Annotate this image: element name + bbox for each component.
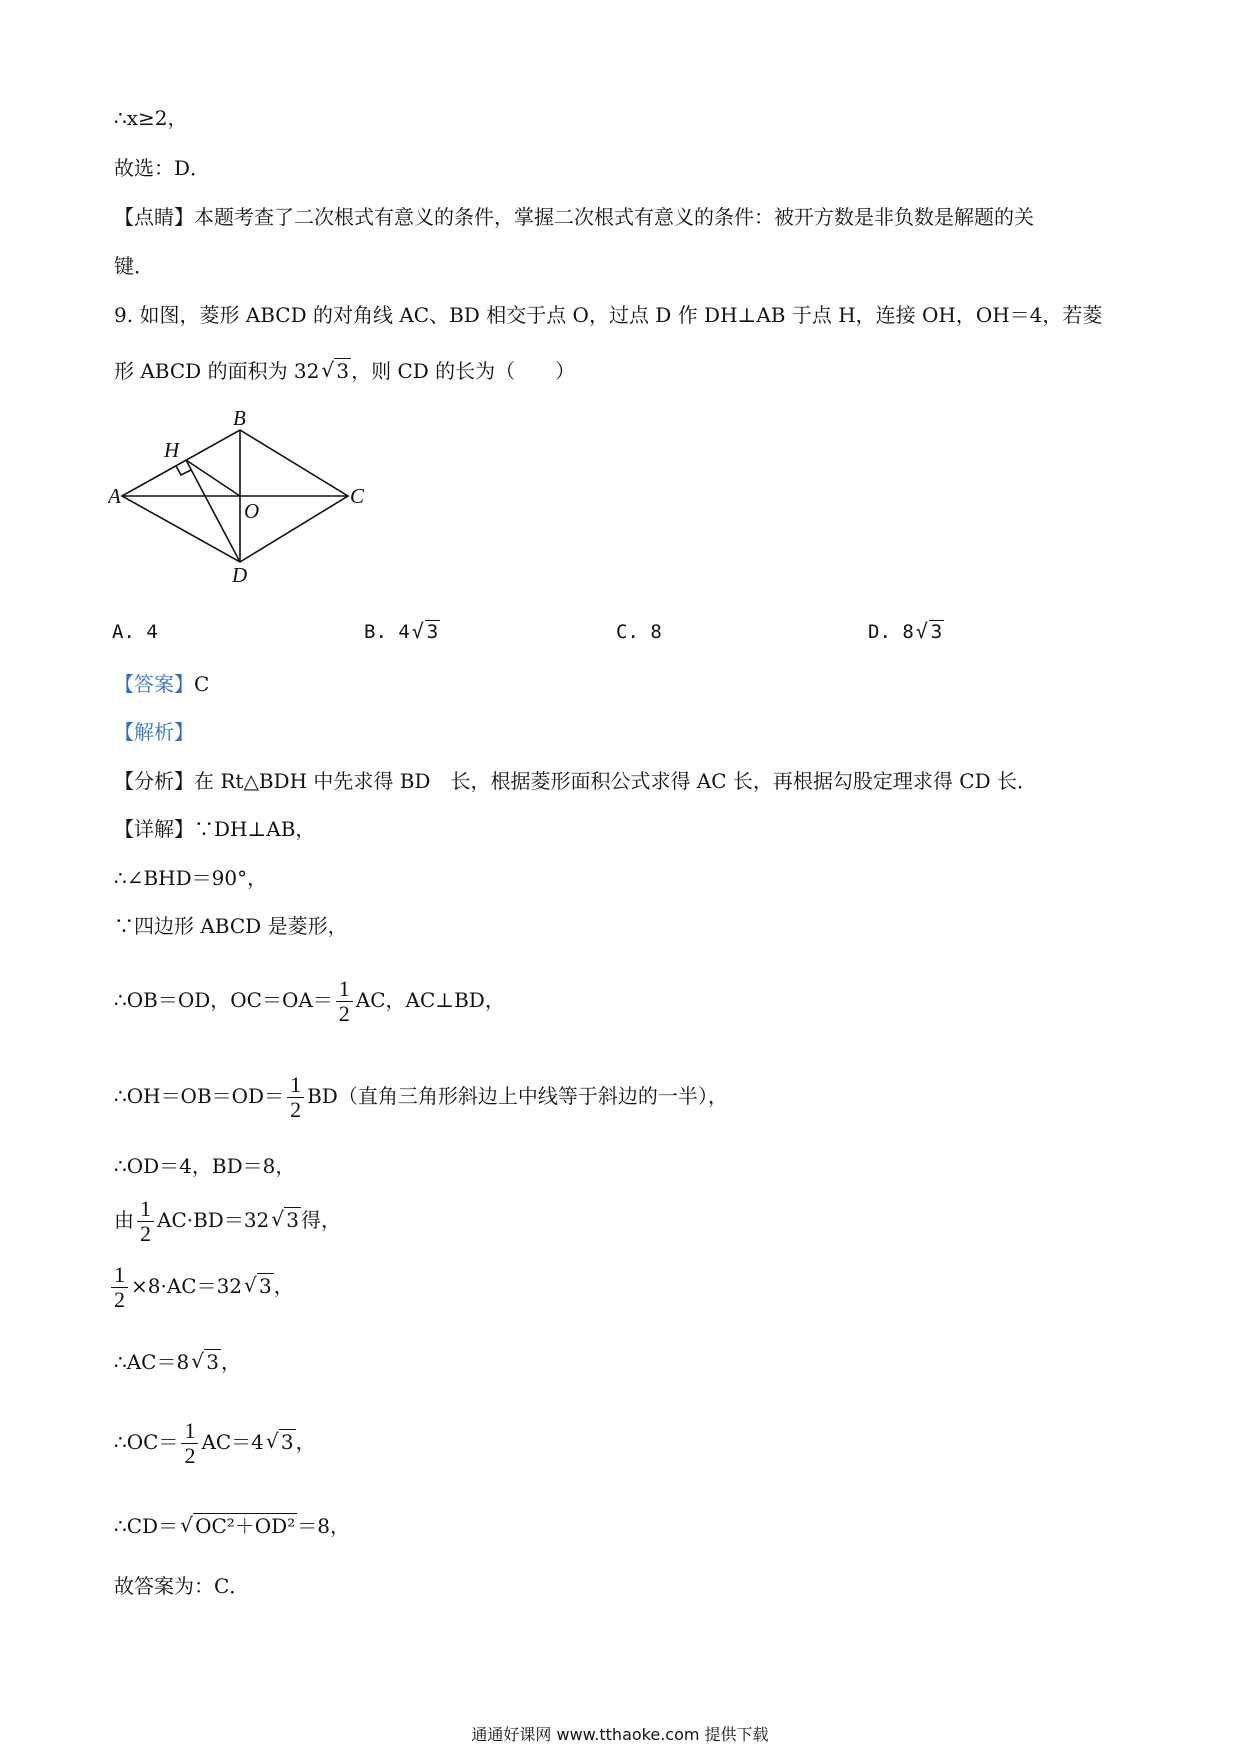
sqrt-3: √ 3 — [271, 1190, 301, 1250]
question-line-2-text: 形 ABCD 的面积为 32 — [114, 359, 320, 383]
answer-value: C — [194, 672, 210, 696]
page-footer: 通通好课网 www.tthaoke.com 提供下载 — [471, 1725, 769, 1744]
sqrt-3: √ 3 — [191, 1348, 221, 1376]
fenxi-body: 在 Rt△BDH 中先求得 BD 长，根据菱形面积公式求得 AC 长，再根据勾股定理求得 CD 长． — [194, 769, 1037, 793]
sqrt-3: √ 3 — [321, 357, 351, 385]
analysis-tag: 【解析】 — [114, 720, 194, 744]
step-area-formula: 由 $\frac{1}{2}$ AC·BD＝32√ 3 得， — [114, 1190, 341, 1250]
step-oh-median: ∴OH＝OB＝OD＝ $\frac{1}{2}$ BD（直角三角形斜边上中线等于斜边的一半）， — [114, 1072, 728, 1122]
xiangjie-body: ∵DH⊥AB， — [194, 817, 316, 841]
option-c: C. 8 — [616, 621, 662, 643]
xiangjie-line — [114, 815, 315, 843]
dianjing-tag: 【点睛】 — [114, 205, 194, 229]
label-a: A — [108, 484, 121, 508]
sqrt-3: √ 3 — [266, 1412, 296, 1472]
line-choose-d: 故选：D． — [114, 156, 211, 180]
label-h: H — [164, 438, 180, 462]
step-rhombus: ∵四边形 ABCD 是菱形， — [114, 914, 348, 938]
xiangjie-tag: 【详解】 — [114, 817, 194, 841]
step-ac-value: ∴AC＝8√ 3 ， — [114, 1348, 241, 1376]
sqrt-oc2-od2: √ OC²＋OD² — [180, 1512, 297, 1540]
step-oc-value: ∴OC＝ $\frac{1}{2}$ AC＝4√ 3 ， — [114, 1412, 316, 1472]
fraction-one-half: $\frac{1}{2}$ — [287, 1073, 304, 1122]
option-d: D. 8√ 3 — [868, 618, 944, 646]
right-angle-mark — [176, 466, 191, 475]
fraction-one-half: $\frac{1}{2}$ — [111, 1263, 128, 1312]
label-b: B — [233, 410, 246, 430]
fraction-one-half: $\frac{1}{2}$ — [181, 1419, 198, 1468]
segment-oh — [186, 460, 240, 496]
question-line-2 — [114, 357, 575, 385]
label-o: O — [244, 499, 260, 523]
label-d: D — [232, 563, 248, 587]
answer-line — [114, 670, 209, 698]
fenxi-line — [114, 767, 1037, 795]
sqrt-3: √ 3 — [412, 618, 440, 646]
fraction-one-half: $\frac{1}{2}$ — [137, 1197, 154, 1246]
option-a: A. 4 — [112, 621, 158, 643]
option-b: B. 4√ 3 — [364, 618, 440, 646]
fraction-one-half: $\frac{1}{2}$ — [336, 977, 353, 1026]
step-ob-od: ∴OB＝OD，OC＝OA＝ $\frac{1}{2}$ AC，AC⊥BD， — [114, 976, 505, 1026]
fenxi-tag: 【分析】 — [114, 769, 194, 793]
dianjing-continuation: 键． — [114, 254, 154, 278]
final-answer: 故答案为：C． — [114, 1574, 250, 1598]
step-od-bd: ∴OD＝4，BD＝8， — [114, 1154, 296, 1178]
sqrt-3: √ 3 — [916, 618, 944, 646]
question-line-1: 9. 如图，菱形 ABCD 的对角线 AC、BD 相交于点 O，过点 D 作 DH⊥AB 于点 H，连接 OH，OH＝4，若菱 — [114, 303, 1103, 327]
step-substitute: $\frac{1}{2}$ ×8·AC＝32√ 3 ， — [108, 1256, 294, 1316]
rhombus-figure — [108, 410, 378, 590]
question-line-2-tail: ，则 CD 的长为（ ） — [351, 359, 576, 383]
line-x-ge-2: ∴x≥2， — [114, 106, 188, 130]
answer-tag: 【答案】 — [114, 672, 194, 696]
step-angle-bhd: ∴∠BHD＝90°， — [114, 866, 268, 890]
dianjing-body: 本题考查了二次根式有意义的条件，掌握二次根式有意义的条件：被开方数是非负数是解题的关 — [194, 205, 1034, 229]
sqrt-3: √ 3 — [244, 1256, 274, 1316]
label-c: C — [350, 484, 365, 508]
step-cd-value: ∴CD＝√ OC²＋OD² ＝8， — [114, 1512, 350, 1540]
dianjing-line — [114, 203, 1034, 231]
